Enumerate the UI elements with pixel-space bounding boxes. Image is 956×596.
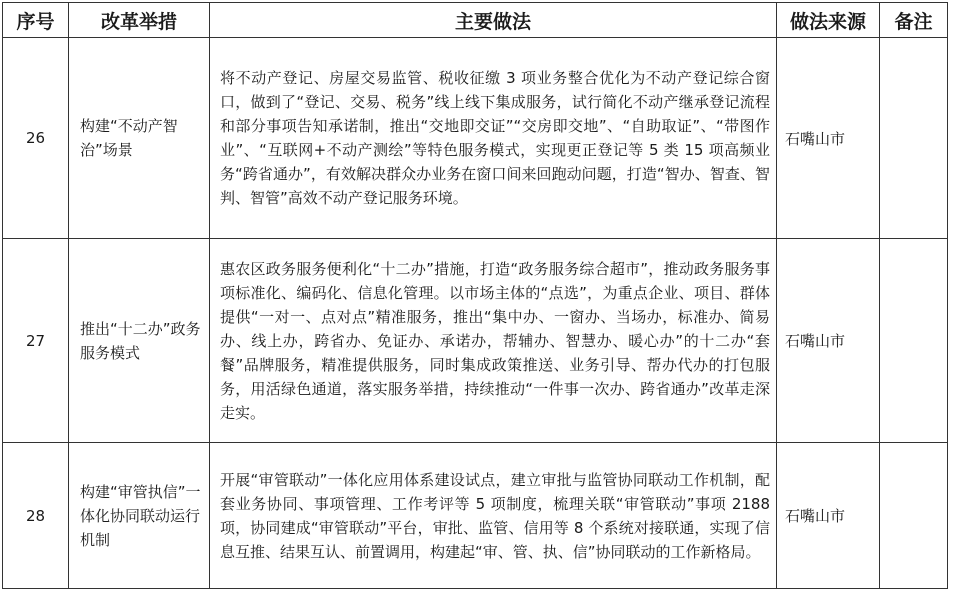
- row-seq: 28: [3, 443, 69, 589]
- row-seq: 26: [3, 38, 69, 239]
- row-practice: 将不动产登记、房屋交易监管、税收征缴 3 项业务整合优化为不动产登记综合窗口，做到了“登记、交易、税务”线上线下集成服务，试行简化不动产继承登记流程和部分事项告知承诺制，推出“交地即交证”“交房即交地”、“自助取证”、“带图作业”、“互联网+不动产测绘”等特色服务模式，实现更正登记等 5 类 15 项高频业务“跨省通办”，有效解决群众办业务在窗口间来回跑动问题，打造“智办、智查、智判、智管”高效不动产登记服务环境。: [210, 38, 777, 239]
- table-row: [3, 38, 948, 239]
- header-seq: 序号: [3, 3, 69, 38]
- row-note: [880, 38, 948, 239]
- table-row: [3, 443, 948, 589]
- row-practice: 开展“审管联动”一体化应用体系建设试点，建立审批与监管协同联动工作机制，配套业务协同、事项管理、工作考评等 5 项制度，梳理关联“审管联动”事项 2188 项，协同建成“审管联动”平台，审批、监管、信用等 8 个系统对接联通，实现了信息互推、结果互认、前置调用，构建起“审、管、执、信”协同联动的工作新格局。: [210, 443, 777, 589]
- row-measure: 构建“审管执信”一体化协同联动运行机制: [69, 443, 210, 589]
- row-source: 石嘴山市: [777, 443, 880, 589]
- header-note: 备注: [880, 3, 948, 38]
- row-source: 石嘴山市: [777, 38, 880, 239]
- row-source: 石嘴山市: [777, 239, 880, 443]
- row-measure: 构建“不动产智治”场景: [69, 38, 210, 239]
- table-row: [3, 239, 948, 443]
- header-measure: 改革举措: [69, 3, 210, 38]
- row-note: [880, 239, 948, 443]
- row-measure: 推出“十二办”政务服务模式: [69, 239, 210, 443]
- row-practice: 惠农区政务服务便利化“十二办”措施，打造“政务服务综合超市”，推动政务服务事项标准化、编码化、信息化管理。以市场主体的“点选”，为重点企业、项目、群体提供“一对一、点对点”精准服务，推出“集中办、一窗办、当场办，标准办、简易办、线上办，跨省办、免证办、承诺办，帮辅办、智慧办、暖心办”的十二办“套餐”品牌服务，精准提供服务，同时集成政策推送、业务引导、帮办代办的打包服务，用活绿色通道，落实服务举措，持续推动“一件事一次办、跨省通办”改革走深走实。: [210, 239, 777, 443]
- row-note: [880, 443, 948, 589]
- row-seq: 27: [3, 239, 69, 443]
- header-source: 做法来源: [777, 3, 880, 38]
- header-row: [3, 3, 948, 38]
- reform-measures-table: [2, 2, 948, 589]
- header-practice: 主要做法: [210, 3, 777, 38]
